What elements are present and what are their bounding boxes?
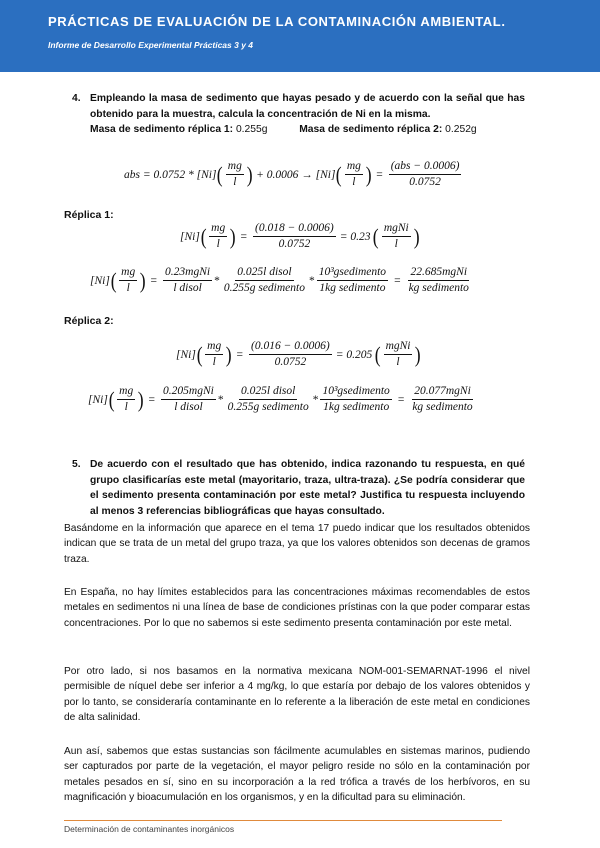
question-4-number: 4.: [72, 93, 81, 104]
eq-main-unit: $\frac{mg}{l}$: [227, 160, 242, 188]
replica-1-factor-3: $\frac{\text{10³gsedimento}}{\text{1kg sedimento}}$: [318, 266, 387, 294]
footer-text: Determinación de contaminantes inorgánicos: [64, 824, 235, 834]
replica-2-factor-2: $\frac{\text{0.025l disol}}{\text{0.255g sedimento}}$: [227, 385, 309, 413]
replica-1-conc-result: = 0.23: [339, 230, 371, 243]
footer-divider: [64, 820, 502, 821]
eq-main-rhs: $\frac{\text{(abs − 0.0006)}}{0.0752}$: [390, 160, 460, 188]
answer-paragraph-3: Por otro lado, si nos basamos en la normativa mexicana NOM-001-SEMARNAT-1996 el nivel permisible de níquel debe ser inferior a 4 mg/kg, lo que estaría por debajo de los valores obtenidos y por lo tanto, se consideraría contaminante en lo referente a la liberación de este metal en condiciones de alta salinidad.: [64, 666, 530, 723]
replica-1-result: $\frac{\text{22.685mgNi}}{\text{kg sedimento}}$: [408, 266, 469, 294]
replica-1-conversion: [Ni] ( $\frac{mg}{l}$ ) = $\frac{\text{0.23mgNi}}{\text{l disol}}$ * $\frac{\text{0.025l disol}}{\text{0.255g sedimento}}$ * $\frac{\text{10³gsedimento}}{\text{1kg sedimento}}$ = $\frac{\text{22.685mgNi}}{\text{kg sedimento}}$: [90, 266, 469, 294]
replica-1-conc-fraction: $\frac{(0.018 - 0.0006)}{0.0752}$: [255, 222, 334, 250]
header-title: PRÁCTICAS DE EVALUACIÓN DE LA CONTAMINACIÓN AMBIENTAL.: [48, 14, 506, 29]
mass1-value: 0.255g: [235, 124, 268, 135]
question-5: [72, 457, 542, 521]
replica-2-concentration: [Ni] ( $\frac{mg}{l}$ ) = $\frac{(0.016 - 0.0006)}{0.0752}$ = 0.205 ( $\frac{\text{mgNi}}{l}$ ): [176, 340, 422, 368]
calibration-equation: abs = 0.0752 * [Ni] ( $\frac{mg}{l}$ ) + 0.0006 → [Ni] ( $\frac{mg}{l}$ ) = $\frac{\text{(abs − 0.0006)}}{0.0752}$: [124, 160, 460, 188]
mass1-label: Masa de sedimento réplica 1:: [90, 124, 234, 135]
question-4: [72, 91, 542, 137]
answer-paragraph-1: Basándome en la información que aparece en el tema 17 puedo indicar que los resultados obtenidos indican que se trata de un metal del grupo traza, ya que los valores obtenidos son decenas de gramos traza.: [64, 523, 530, 565]
answer-paragraph-2: En España, no hay límites establecidos para las concentraciones máximas recomendables de estos metales en sedimentos ni una línea de base de condiciones prístinas con la que poder comparar estas concentraciones. Por lo que no sabemos si este sedimento presenta contaminación por este metal.: [64, 587, 530, 629]
header-subtitle: Informe de Desarrollo Experimental Prácticas 3 y 4: [48, 40, 254, 50]
replica-2-conversion: [Ni] ( $\frac{mg}{l}$ ) = $\frac{\text{0.205mgNi}}{\text{l disol}}$ * $\frac{\text{0.025l disol}}{\text{0.255g sedimento}}$ * $\frac{\text{10³gsedimento}}{\text{1kg sedimento}}$ = $\frac{\text{20.077mgNi}}{\text{kg sedimento}}$: [88, 385, 473, 413]
page-header: [0, 0, 600, 72]
question-5-number: 5.: [72, 459, 81, 470]
sediment-mass-row: [90, 122, 477, 138]
mass2-label: Masa de sedimento réplica 2:: [299, 124, 443, 135]
answer-paragraph-4: Aun así, sabemos que estas sustancias son fácilmente acumulables en sistemas marinos, pudiendo ser capturados por parte de la vegetación, el mayor peligro reside no sólo en la contaminación por metales pesados en sí, sino en su incorporación a la red trófica a través de los herbívoros, en su magnificación y bioacumulación en los organismos, y en la dificultad para su eliminación.: [64, 746, 530, 803]
ni-symbol: [Ni]: [180, 230, 200, 243]
mass2-value: 0.252g: [445, 124, 477, 135]
question-5-text: De acuerdo con el resultado que has obtenido, indica razonando tu respuesta, en qué grupo clasificarías este metal (mayoritario, traza, ultra-traza). ¿Se podría considerar que el sedimento presenta contaminación por este metal? Justifica tu respuesta incluyendo al menos 3 referencias bibliográficas que hayas consultado.: [90, 459, 525, 517]
replica-2-conc-result: = 0.205: [335, 348, 373, 361]
replica-1-label: Réplica 1:: [64, 209, 114, 221]
eq-main-lhs: abs = 0.0752 * [Ni]: [124, 168, 217, 181]
replica-2-label: Réplica 2:: [64, 315, 114, 327]
eq-main-equals: =: [376, 168, 383, 181]
replica-2-result: $\frac{\text{20.077mgNi}}{\text{kg sedimento}}$: [412, 385, 473, 413]
replica-2-conc-fraction: $\frac{(0.016 - 0.0006)}{0.0752}$: [251, 340, 330, 368]
replica-1-factor-2: $\frac{\text{0.025l disol}}{\text{0.255g sedimento}}$: [223, 266, 305, 294]
eq-main-plus: + 0.0006 → [Ni]: [256, 168, 336, 181]
replica-1-concentration: [Ni] ( $\frac{mg}{l}$ ) = $\frac{(0.018 - 0.0006)}{0.0752}$ = 0.23 ( $\frac{\text{mgNi}}{l}$ ): [180, 222, 420, 250]
replica-1-factor-1: $\frac{\text{0.23mgNi}}{\text{l disol}}$: [165, 266, 211, 294]
eq-main-unit2: $\frac{mg}{l}$: [346, 160, 361, 188]
question-4-text: Empleando la masa de sedimento que hayas pesado y de acuerdo con la señal que has obtenido para la muestra, calcula la concentración de Ni en la misma.: [90, 93, 525, 120]
replica-2-factor-1: $\frac{\text{0.205mgNi}}{\text{l disol}}$: [163, 385, 214, 413]
replica-2-factor-3: $\frac{\text{10³gsedimento}}{\text{1kg sedimento}}$: [322, 385, 390, 413]
